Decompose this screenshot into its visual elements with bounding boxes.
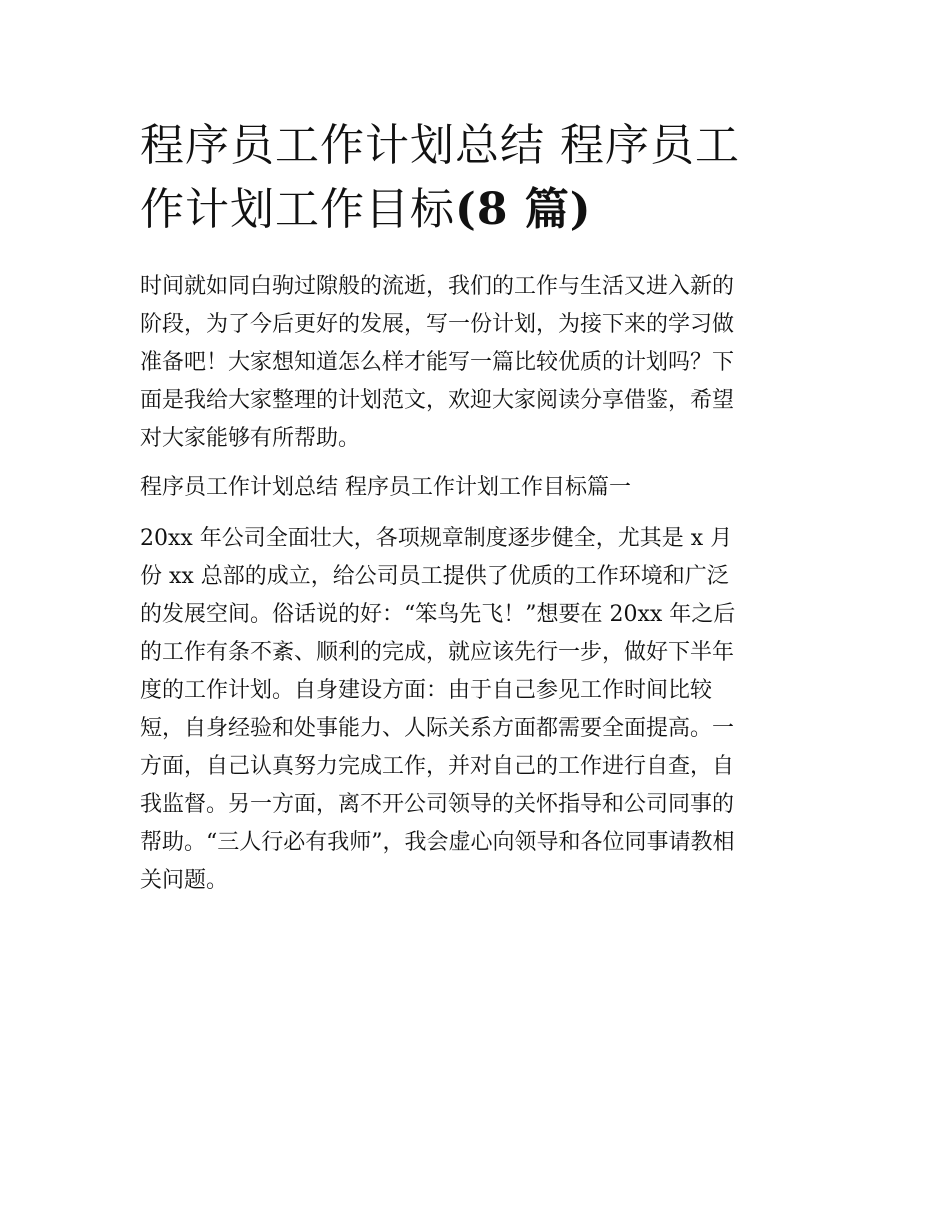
text-line: 度的工作计划。自身建设方面：由于自己参见工作时间比较 [140, 678, 713, 703]
text-line: 时间就如同白驹过隙般的流逝，我们的工作与生活又进入新的 [140, 274, 735, 299]
text-line: 关问题。 [140, 868, 229, 893]
text-line: 的工作有条不紊、顺利的完成，就应该先行一步，做好下半年 [140, 640, 735, 665]
text-line: 阶段，为了今后更好的发展，写一份计划，为接下来的学习做 [140, 312, 735, 337]
title-text: 作计划工作目标 [140, 184, 455, 235]
text-line: 短，自身经验和处事能力、人际关系方面都需要全面提高。一 [140, 716, 735, 741]
text-line: 准备吧！大家想知道怎么样才能写一篇比较优质的计划吗？下 [140, 350, 735, 375]
text-line: 我监督。另一方面，离不开公司领导的关怀指导和公司同事的 [140, 792, 735, 817]
section-heading [140, 469, 812, 507]
body-paragraph [140, 520, 812, 900]
section-heading-text: 程序员工作计划总结 程序员工作计划工作目标篇一 [140, 475, 631, 500]
text-line: 20xx 年公司全面壮大，各项规章制度逐步健全，尤其是 x 月 [140, 526, 733, 551]
text-line: 帮助。“三人行必有我师”，我会虚心向领导和各位同事请教相 [140, 830, 735, 855]
document-title [140, 114, 812, 242]
title-count: (8 篇) [455, 184, 592, 235]
text-line: 面是我给大家整理的计划范文，欢迎大家阅读分享借鉴，希望 [140, 388, 735, 413]
intro-paragraph [140, 268, 812, 458]
text-line: 方面，自己认真努力完成工作，并对自己的工作进行自查，自 [140, 754, 735, 779]
title-line: 程序员工作计划总结 程序员工 [140, 120, 740, 171]
title-line [140, 178, 812, 242]
text-line: 对大家能够有所帮助。 [140, 426, 361, 451]
document-content [140, 114, 812, 900]
text-line: 份 xx 总部的成立，给公司员工提供了优质的工作环境和广泛 [140, 564, 729, 589]
text-line: 的发展空间。俗话说的好：“笨鸟先飞！”想要在 20xx 年之后 [140, 602, 736, 627]
